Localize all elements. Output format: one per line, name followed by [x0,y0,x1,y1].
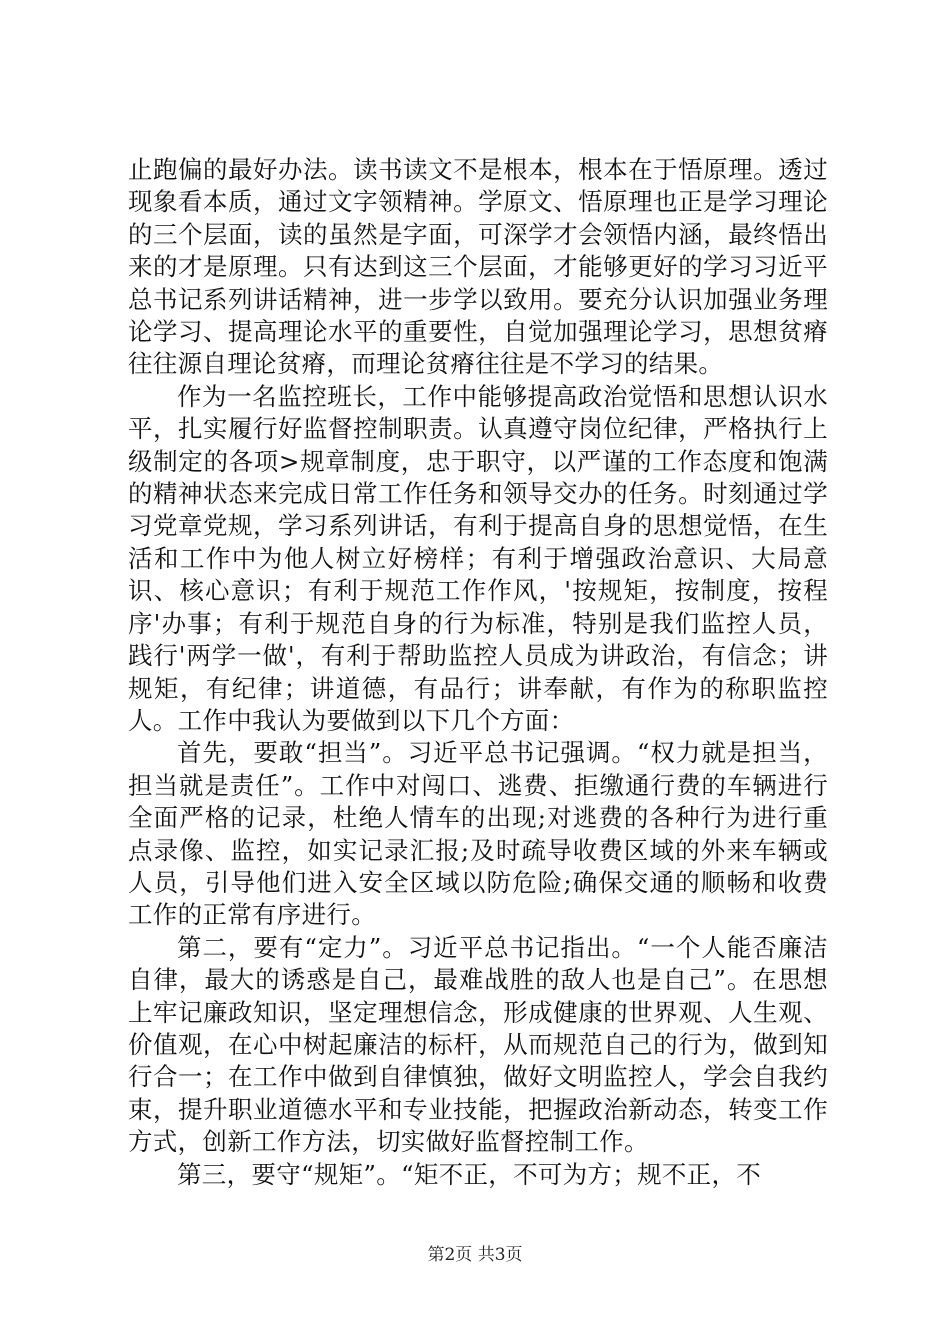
document-body [128,154,828,1191]
paragraph-second-self-discipline: 第二，要有“定力”。习近平总书记指出。“一个人能否廉洁自律，最大的诱惑是自己，最难战胜的敌人也是自己”。在思想上牢记廉政知识，坚定理想信念，形成健康的世界观、人生观、价值观，在心中树起廉洁的标杆，从而规范自己的行为，做到知行合一；在工作中做到自律慎独，做好文明监控人，学会自我约束，提升职业道德水平和专业技能，把握政治新动态，转变工作方式，创新工作方法，切实做好监督控制工作。 [128,932,828,1157]
paragraph-monitoring-leader: 作为一名监控班长，工作中能够提高政治觉悟和思想认识水平，扎实履行好监督控制职责。认真遵守岗位纪律，严格执行上级制定的各项>规章制度，忠于职守，以严谨的工作态度和饱满的精神状态来完成日常工作任务和领导交办的任务。时刻通过学习党章党规，学习系列讲话，有利于提高自身的思想觉悟，在生活和工作中为他人树立好榜样；有利于增强政治意识、大局意识、核心意识；有利于规范工作作风，'按规矩，按制度，按程序'办事；有利于规范自身的行为标准，特别是我们监控人员，践行'两学一做'，有利于帮助监控人员成为讲政治，有信念；讲规矩，有纪律；讲道德，有品行；讲奉献，有作为的称职监控人。工作中我认为要做到以下几个方面： [128,381,828,735]
paragraph-third-rules: 第三，要守“规矩”。“矩不正，不可为方；规不正，不 [177,1159,762,1189]
page-number-footer: 第2页 共3页 [427,1245,523,1265]
paragraph-first-responsibility: 首先，要敢“担当”。习近平总书记强调。“权力就是担当，担当就是责任”。工作中对闯口、逃费、拒缴通行费的车辆进行全面严格的记录，杜绝人情车的出现;对逃费的各种行为进行重点录像、监控，如实记录汇报;及时疏导收费区域的外来车辆或人员，引导他们进入安全区域以防危险;确保交通的顺畅和收费工作的正常有序进行。 [128,738,828,930]
paragraph-continued: 止跑偏的最好办法。读书读文不是根本，根本在于悟原理。透过现象看本质，通过文字领精神。学原文、悟原理也正是学习理论的三个层面，读的虽然是字面，可深学才会领悟内涵，最终悟出来的才是原理。只有达到这三个层面，才能够更好的学习习近平总书记系列讲话精神，进一步学以致用。要充分认识加强业务理论学习、提高理论水平的重要性，自觉加强理论学习，思想贫瘠往往源自理论贫瘠，而理论贫瘠往往是不学习的结果。 [128,155,828,379]
